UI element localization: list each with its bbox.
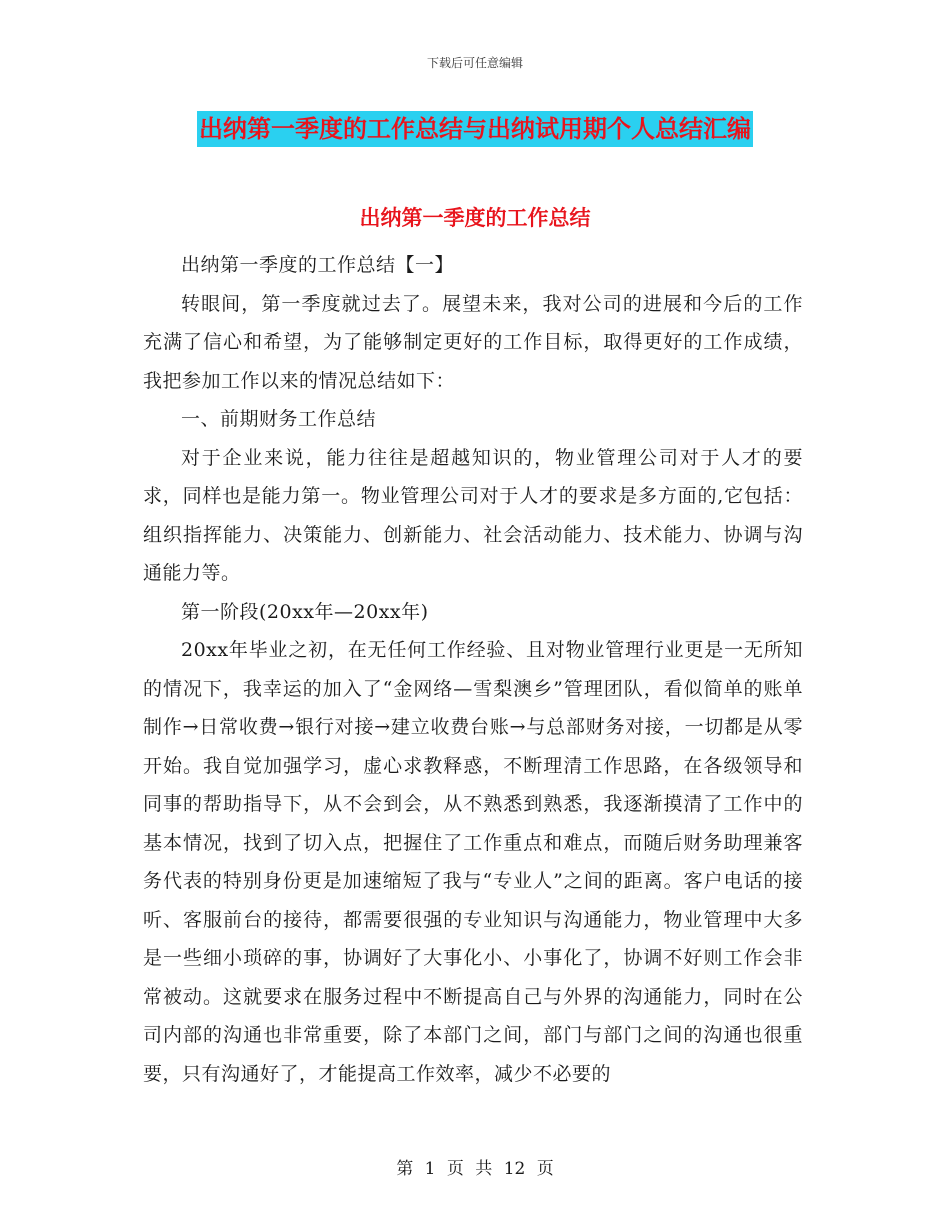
paragraph: 20xx年毕业之初，在无任何工作经验、且对物业管理行业更是一无所知的情况下，我幸运的加入了“金网络—雪梨澳乡”管理团队，看似简单的账单制作→日常收费→银行对接→建立收费台账→与总部财务对接，一切都是从零开始。我自觉加强学习，虚心求教释惑，不断理清工作思路，在各级领导和同事的帮助指导下，从不会到会，从不熟悉到熟悉，我逐渐摸清了工作中的基本情况，找到了切入点，把握住了工作重点和难点，而随后财务助理兼客务代表的特别身份更是加速缩短了我与“专业人”之间的距离。客户电话的接听、客服前台的接待，都需要很强的专业知识与沟通能力，物业管理中大多是一些细小琐碎的事，协调好了大事化小、小事化了，协调不好则工作会非常被动。这就要求在服务过程中不断提高自己与外界的沟通能力，同时在公司内部的沟通也非常重要，除了本部门之间，部门与部门之间的沟通也很重要，只有沟通好了，才能提高工作效率，减少不必要的 — [143, 639, 803, 1085]
paragraph-heading-2: 一、前期财务工作总结 — [181, 408, 377, 430]
paragraph-heading-1: 出纳第一季度的工作总结【一】 — [181, 254, 455, 276]
header-note: 下载后可任意编辑 — [426, 56, 523, 70]
document-body — [143, 246, 803, 1093]
section-title: 出纳第一季度的工作总结 — [359, 206, 591, 230]
paragraph: 转眼间，第一季度就过去了。展望未来，我对公司的进展和今后的工作充满了信心和希望，为了能够制定更好的工作目标，取得更好的工作成绩，我把参加工作以来的情况总结如下： — [143, 292, 803, 392]
paragraph-stage: 第一阶段(20xx年—20xx年) — [181, 600, 429, 623]
paragraph: 对于企业来说，能力往往是超越知识的，物业管理公司对于人才的要求，同样也是能力第一。物业管理公司对于人才的要求是多方面的,它包括：组织指挥能力、决策能力、创新能力、社会活动能力、技术能力、协调与沟通能力等。 — [143, 446, 803, 584]
main-title-wrap — [0, 111, 950, 147]
main-title: 出纳第一季度的工作总结与出纳试用期个人总结汇编 — [197, 111, 753, 147]
page-footer: 第 1 页 共 12 页 — [396, 1159, 554, 1179]
